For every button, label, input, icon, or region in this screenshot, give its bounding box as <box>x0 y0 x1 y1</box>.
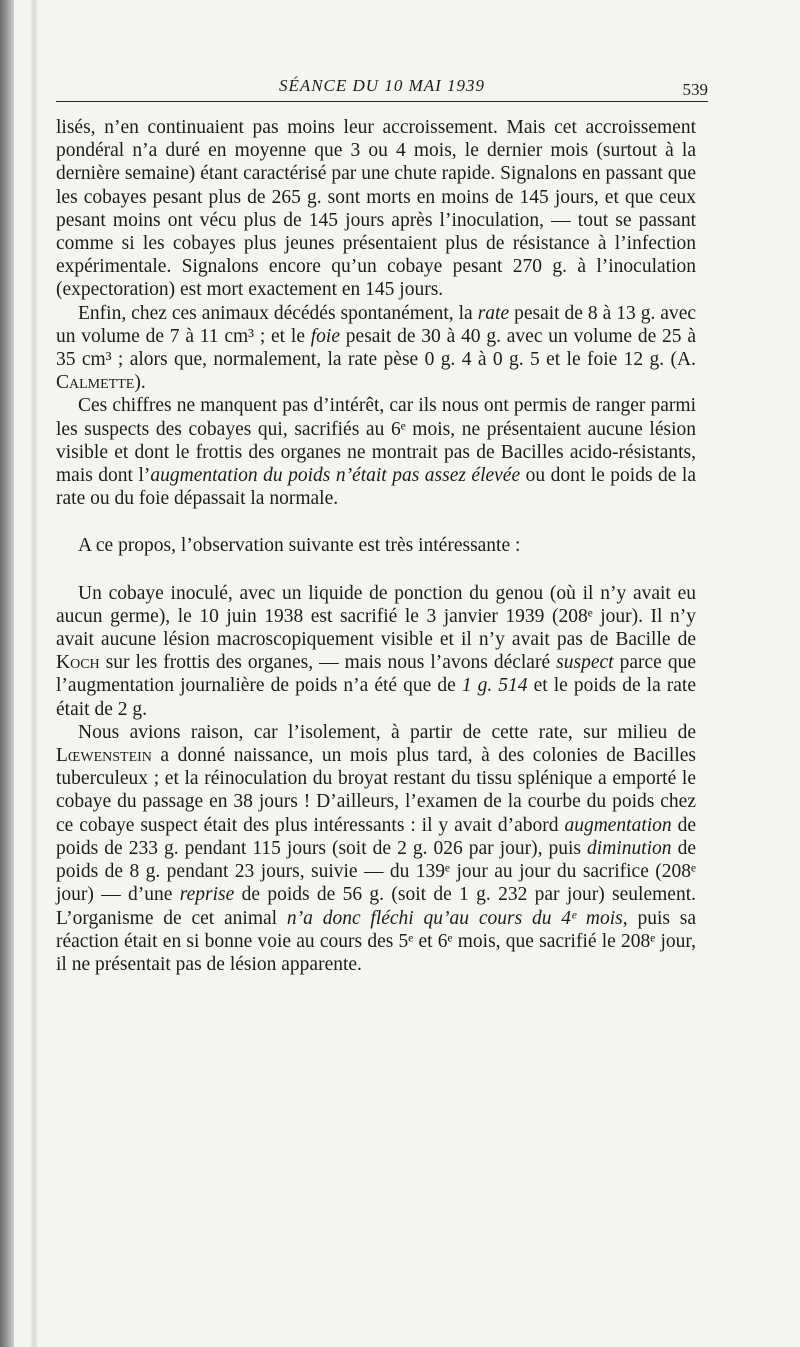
paragraph-p4 <box>56 534 696 557</box>
running-head: SÉANCE DU 10 MAI 1939 <box>278 76 486 95</box>
header-rule <box>56 101 708 102</box>
text-run: , puis sa réaction était en si bonne voie au cours des 5ᵉ et 6ᵉ mois, que sacrifié le 208ᵉ jour, il ne présentait pas de lésion apparente. <box>56 907 697 975</box>
text-run: de poids de 56 g. (soit de 1 g. 232 par jour) seulement. L’organisme de cet animal <box>56 884 696 929</box>
page-header <box>56 74 708 100</box>
text-run: Un cobaye inoculé, avec un liquide de ponction du genou (où il n’y avait eu aucun germe), le 10 juin 1938 est sacrifié le 3 janvier 1939 (208ᵉ jour). Il n’y avait aucune lésion macroscopiquement visible et il n’y avait pas de Bacille de <box>56 582 696 651</box>
text-run: suspect <box>556 652 614 674</box>
text-run: de poids de 8 g. pendant 23 jours, suivie — du 139ᵉ jour au jour du sacrifice (208ᵉ jour) — d’une <box>56 837 696 906</box>
text-run: Enfin, chez ces animaux décédés spontanément, la <box>78 302 478 324</box>
text-run: n’a donc fléchi qu’au cours du 4ᵉ mois <box>286 907 623 929</box>
paragraph-p2 <box>56 302 696 395</box>
text-run: reprise <box>179 884 235 906</box>
text-run: ou dont le poids de la rate ou du foie dépassait la normale. <box>56 465 696 510</box>
text-run: Koch <box>56 652 100 674</box>
text-run: ). <box>134 372 146 394</box>
text-run: diminution <box>587 837 672 859</box>
scan-binding-shadow <box>0 0 14 1347</box>
text-run: rate <box>477 302 510 324</box>
text-run: pesait de 30 à 40 g. avec un volume de 25 à 35 cm³ ; alors que, normalement, la rate pèse 0 g. 4 à 0 g. 5 et le foie 12 g. (A. <box>56 325 696 371</box>
text-run: augmentation <box>564 814 672 836</box>
text-run: lisés, n’en continuaient pas moins leur accroissement. Mais cet accroissement pondéral n’a duré en moyenne que 3 ou 4 mois, le dernier mois (surtout à la dernière semaine) étant caractérisé par une chute rapide. Signalons en passant que les cobayes pesant plus de 265 g. sont morts en moins de 145 jours, et que ceux pesant moins ont vécu plus de 145 jours après l’inoculation, — tout se passant comme si les cobayes plus jeunes présentaient plus de résistance à l’infection expérimentale. Signalons encore qu’un cobaye pesant 270 g. à l’inoculation (expectoration) est mort exactement en 145 jours. <box>56 117 696 301</box>
text-run: 1 g. 514 <box>461 675 528 697</box>
page-number: 539 <box>682 80 708 99</box>
text-run: de poids de 233 g. pendant 115 jours (soit de 2 g. 026 par jour), puis <box>56 814 697 859</box>
text-run: Ces chiffres ne manquent pas d’intérêt, car ils nous ont permis de ranger parmi les suspects des cobayes qui, sacrifiés au 6ᵉ mois, ne présentaient aucune lésion visible et dont le frottis des organes ne montrait pas de Bacilles acido-résistants, mais dont l’ <box>56 395 696 487</box>
body-text <box>56 116 696 976</box>
text-run: augmentation du poids n’était pas assez élevée <box>150 465 521 487</box>
scan-gutter-shadow <box>30 0 38 1347</box>
paragraph-p6 <box>56 721 696 976</box>
text-run: Calmette <box>56 372 135 394</box>
text-run: Lœwenstein <box>56 745 152 767</box>
paragraph-p3 <box>56 394 696 510</box>
paragraph-p5 <box>56 582 696 721</box>
text-run: foie <box>310 325 341 347</box>
text-run: pesait de 8 à 13 g. avec un volume de 7 à 11 cm³ ; et le <box>56 302 697 347</box>
paragraph-p1 <box>56 116 696 302</box>
text-run: a donné naissance, un mois plus tard, à des colonies de Bacilles tuberculeux ; et la réinoculation du broyat restant du tissu splénique a emporté le cobaye du passage en 38 jours ! D’ailleurs, l’examen de la courbe du poids chez ce cobaye suspect était des plus intéressants : il y avait d’abord <box>56 745 696 836</box>
text-run: sur les frottis des organes, — mais nous l’avons déclaré <box>99 652 557 674</box>
text-run: Nous avions raison, car l’isolement, à partir de cette rate, sur milieu de <box>78 721 696 743</box>
text-run: et le poids de la rate était de 2 g. <box>56 675 697 720</box>
text-run: A ce propos, l’observation suivante est très intéressante : <box>78 535 521 557</box>
text-run: parce que l’augmentation journalière de poids n’a été que de <box>56 652 696 697</box>
